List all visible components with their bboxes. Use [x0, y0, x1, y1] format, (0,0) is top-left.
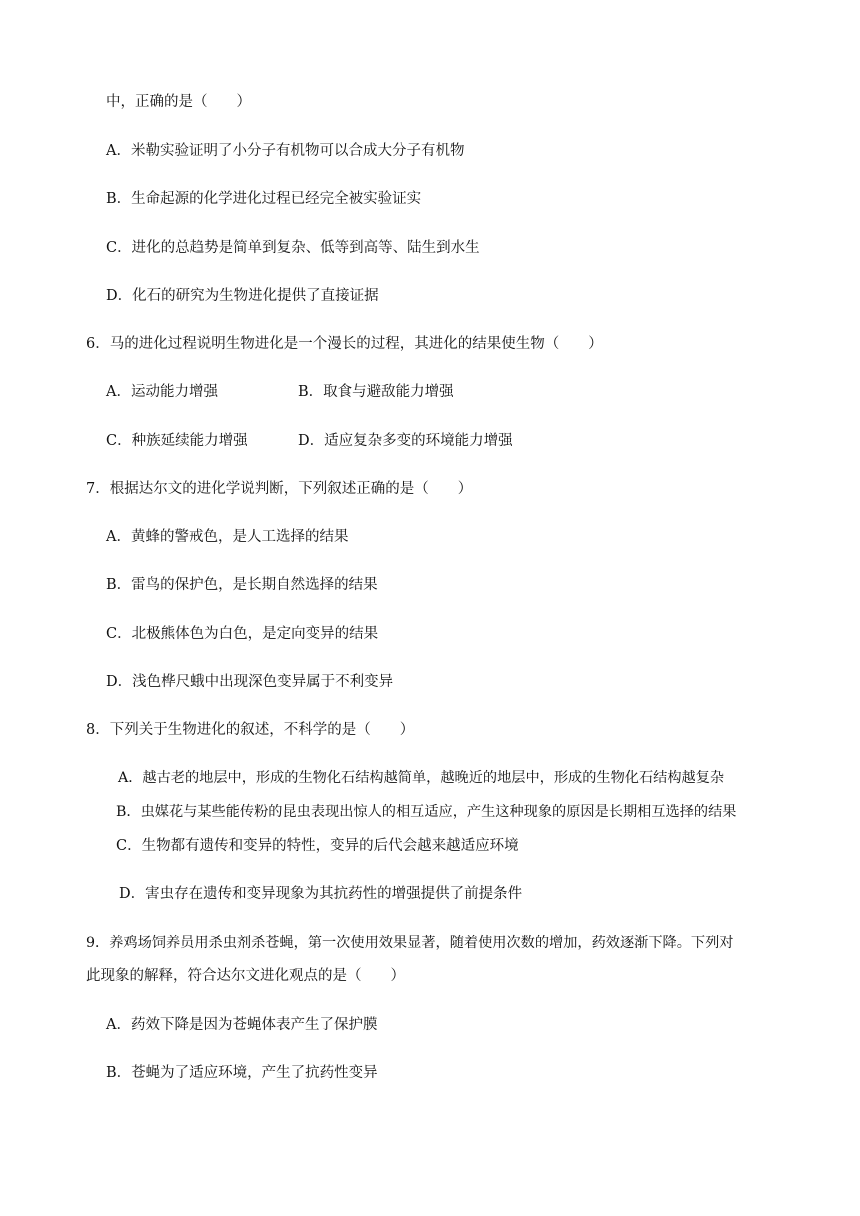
question-7-stem: 7．根据达尔文的进化学说判断，下列叙述正确的是（ ）	[86, 481, 473, 497]
question-9-stem-line-1: 9．养鸡场饲养员用杀虫剂杀苍蝇，第一次使用效果显著，随着使用次数的增加，药效逐渐下降。下列对	[86, 935, 734, 951]
question-7-option-a: A．黄蜂的警戒色，是人工选择的结果	[106, 529, 349, 545]
question-7-option-b: B．雷鸟的保护色，是长期自然选择的结果	[106, 577, 378, 593]
question-8-option-b: B．虫媒花与某些能传粉的昆虫表现出惊人的相互适应，产生这种现象的原因是长期相互选择的结果	[116, 804, 737, 820]
question-9-option-b: B．苍蝇为了适应环境，产生了抗药性变异	[106, 1065, 378, 1081]
question-9-option-a: A．药效下降是因为苍蝇体表产生了保护膜	[106, 1017, 378, 1033]
question-5-option-c: C．进化的总趋势是简单到复杂、低等到高等、陆生到水生	[106, 240, 480, 256]
question-6-stem: 6．马的进化过程说明生物进化是一个漫长的过程，其进化的结果使生物（ ）	[86, 336, 603, 352]
question-6-option-a: A．运动能力增强	[106, 384, 218, 400]
question-5-option-b: B．生命起源的化学进化过程已经完全被实验证实	[106, 191, 422, 207]
question-8-stem: 8．下列关于生物进化的叙述，不科学的是（ ）	[86, 722, 415, 738]
question-8-option-d: D．害虫存在遗传和变异现象为其抗药性的增强提供了前提条件	[119, 886, 523, 902]
question-8-option-c: C．生物都有遗传和变异的特性，变异的后代会越来越适应环境	[116, 838, 519, 854]
question-9-stem-line-2: 此现象的解释，符合达尔文进化观点的是（ ）	[86, 968, 405, 984]
question-7-option-d: D．浅色桦尺蛾中出现深色变异属于不利变异	[106, 674, 394, 690]
question-5-option-a: A．米勒实验证明了小分子有机物可以合成大分子有机物	[106, 143, 465, 159]
question-7-option-c: C．北极熊体色为白色，是定向变异的结果	[106, 626, 379, 642]
question-6-option-b: B．取食与避敌能力增强	[298, 384, 454, 400]
question-5-stem: 中，正确的是（ ）	[106, 94, 251, 110]
question-5-option-d: D．化石的研究为生物进化提供了直接证据	[106, 288, 379, 304]
question-6-option-d: D．适应复杂多变的环境能力增强	[298, 433, 513, 449]
question-8-option-a: A．越古老的地层中，形成的生物化石结构越简单，越晚近的地层中，形成的生物化石结构越复杂	[118, 770, 725, 786]
question-6-option-c: C．种族延续能力增强	[106, 433, 248, 449]
